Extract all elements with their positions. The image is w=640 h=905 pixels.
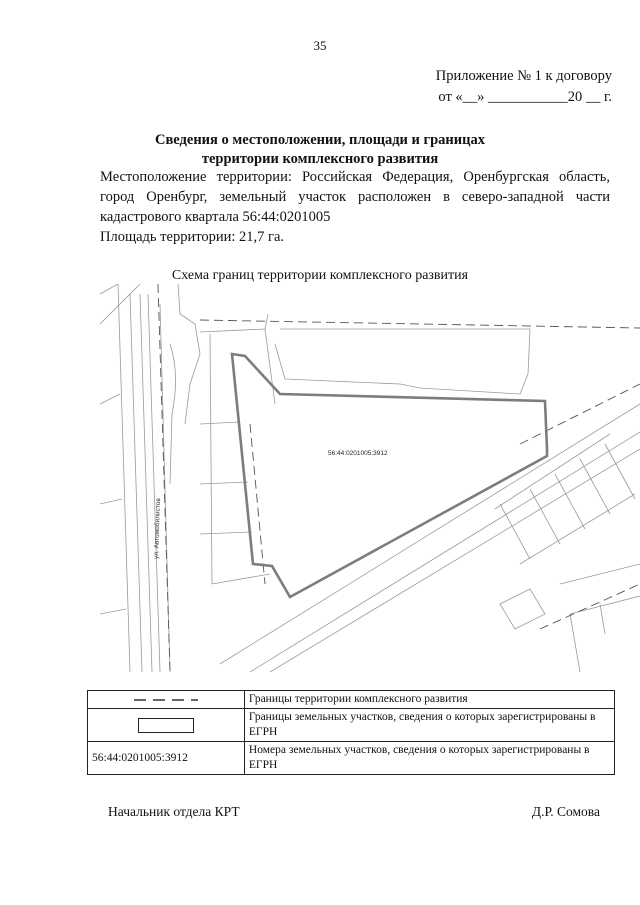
street-label: ул. Автомобилистов <box>153 498 163 560</box>
scheme-title: Схема границ территории комплексного развития <box>171 268 469 283</box>
annex-date-line: от «__» ___________20 __ г. <box>438 89 612 105</box>
parcel-boundary <box>232 354 547 597</box>
signer-role: Начальник отдела КРТ <box>108 804 240 819</box>
legend-row <box>88 709 615 742</box>
legend-symbol-dashed <box>88 691 245 709</box>
legend-row <box>88 691 615 709</box>
area-paragraph: Площадь территории: 21,7 га. <box>100 229 285 245</box>
rectangle-icon <box>138 718 194 733</box>
page-number: 35 <box>313 38 327 53</box>
legend-table <box>87 690 615 775</box>
legend-symbol-rectangle <box>88 709 245 742</box>
document-heading <box>0 131 640 169</box>
legend-row <box>88 742 615 775</box>
legend-description: Номера земельных участков, сведения о которых зарегистрированы в ЕГРН <box>244 742 614 775</box>
heading-line-1: Сведения о местоположении, площади и границах <box>155 132 485 148</box>
signer-name: Д.Р. Сомова <box>531 804 600 819</box>
annex-title: Приложение № 1 к договору <box>435 68 612 84</box>
legend-description: Границы земельных участков, сведения о которых зарегистрированы в ЕГРН <box>244 709 614 742</box>
boundary-map <box>100 284 640 672</box>
location-paragraph: Местоположение территории: Российская Федерация, Оренбургская область, город Оренбург, земельный участок расположен в северо-западной части кадастрового квартала 56:44:0201005 <box>100 169 610 225</box>
dashed-line-icon <box>134 697 198 703</box>
legend-symbol-text: 56:44:0201005:3912 <box>88 742 245 775</box>
heading-line-2: территории комплексного развития <box>201 151 439 167</box>
legend-description: Границы территории комплексного развития <box>244 691 614 709</box>
parcel-number-label: 56:44:0201005:3912 <box>328 450 388 457</box>
